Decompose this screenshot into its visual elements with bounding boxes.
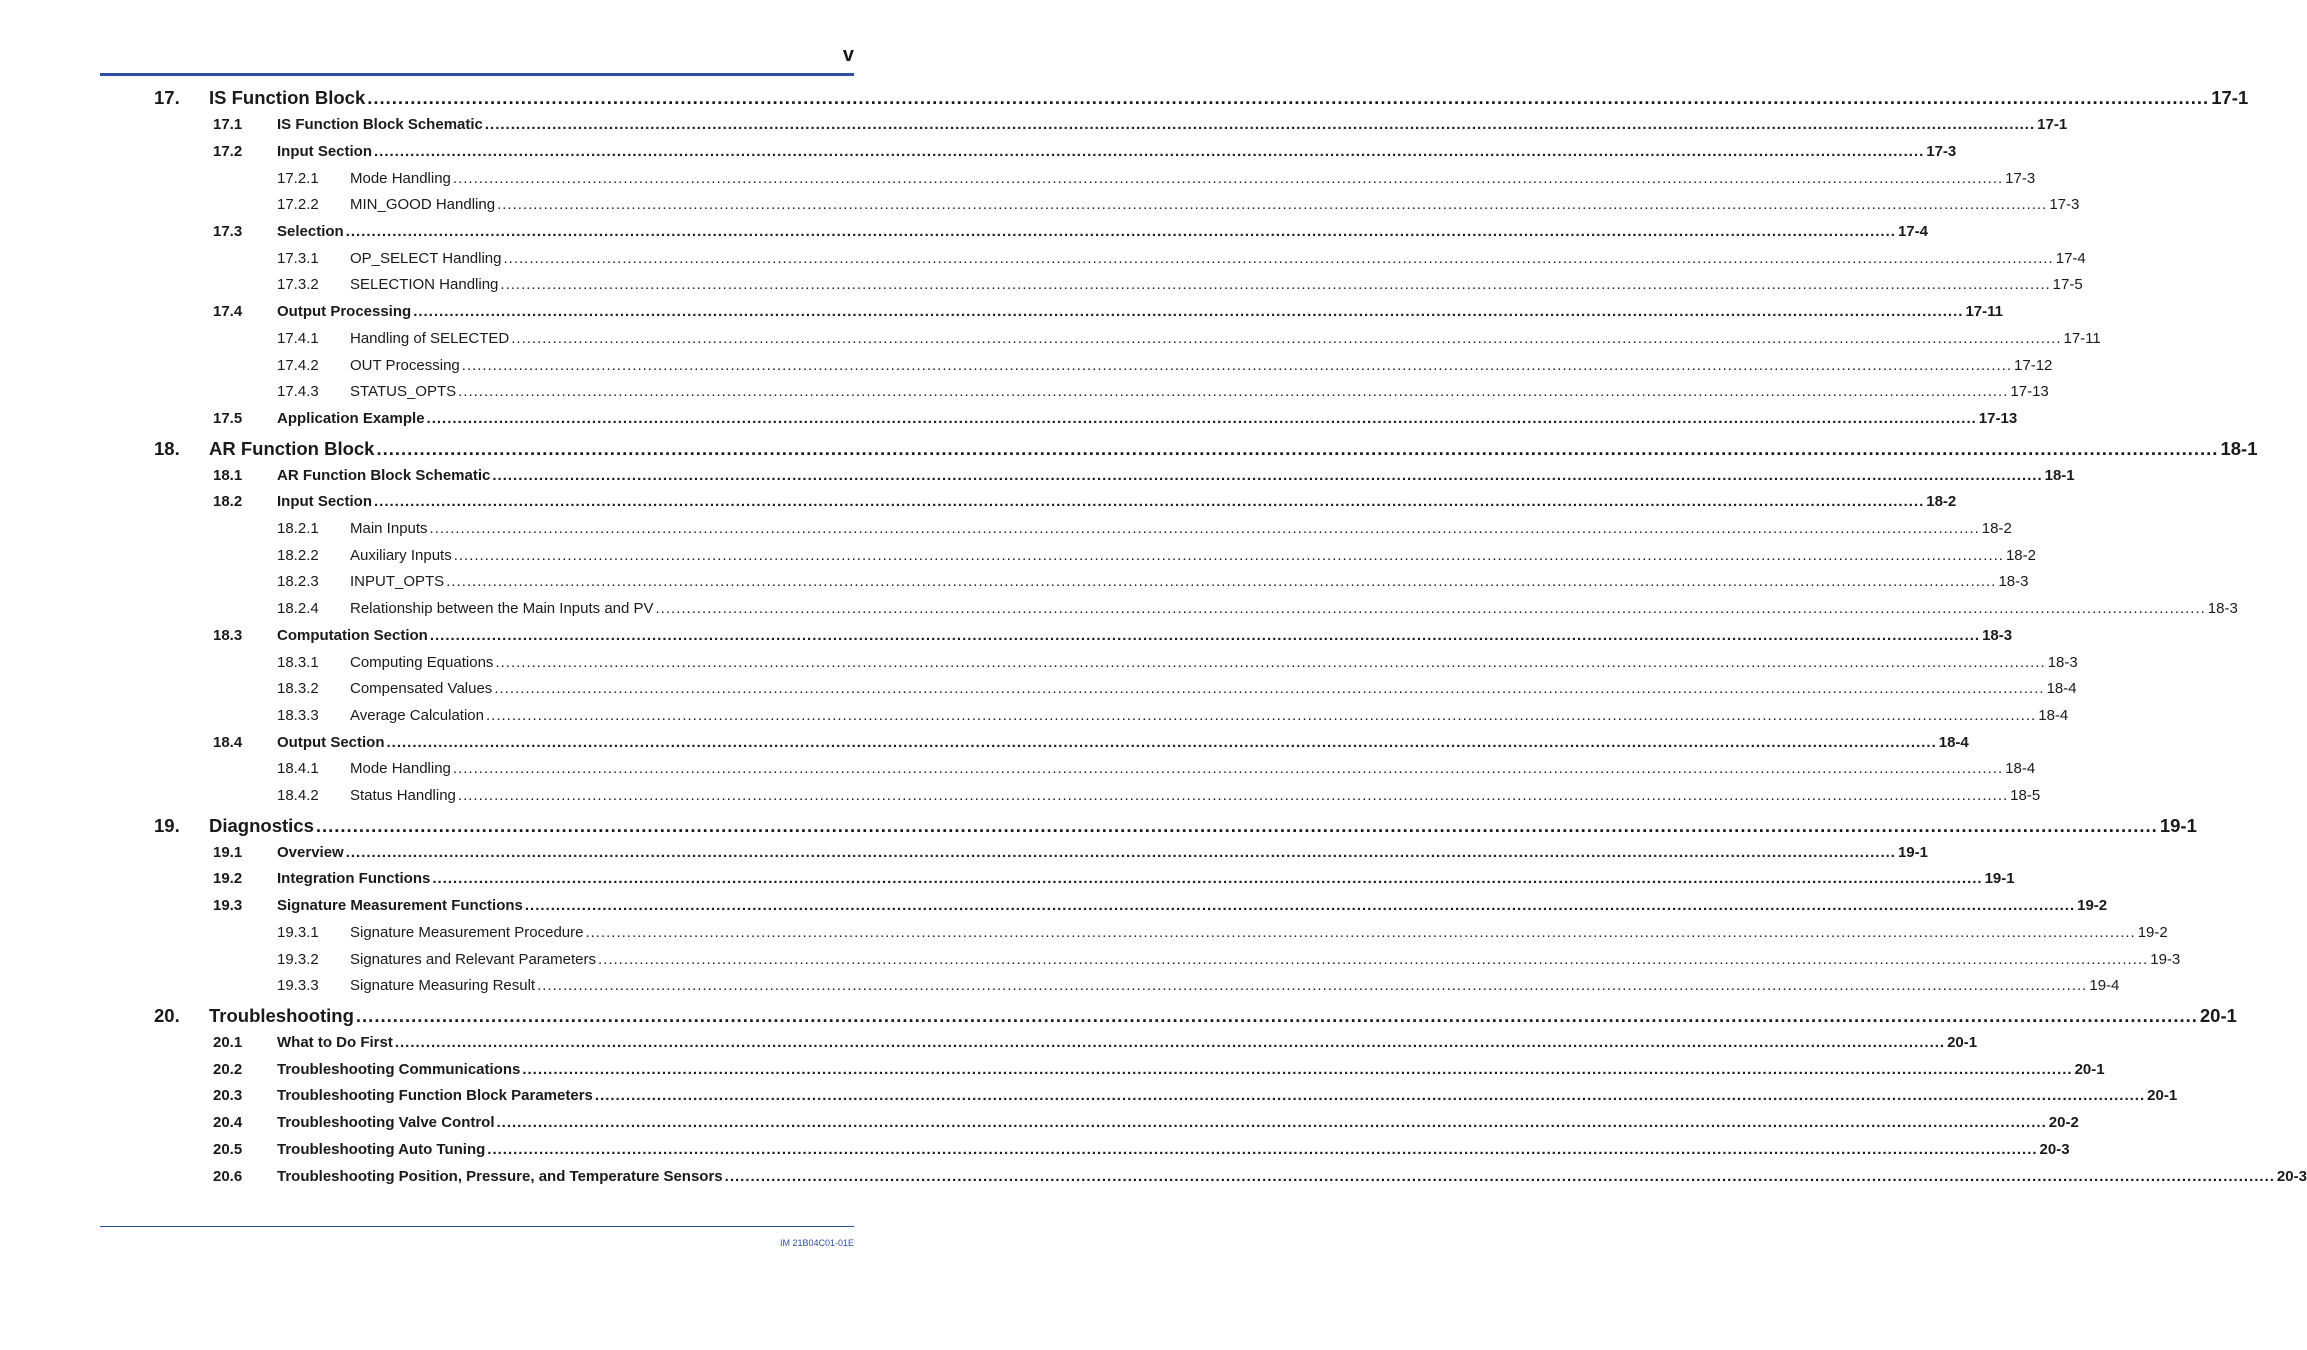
document-id: IM 21B04C01-01E — [779, 1238, 854, 1248]
toc-entry-number: 18.4 — [213, 734, 243, 751]
toc-entry-page: 18-5 — [2010, 787, 2041, 804]
toc-dot-leader: ............................................................................................................................................................................................................................................................................................................ — [494, 680, 2045, 697]
toc-entry-number: 17.2.1 — [277, 170, 319, 187]
toc-entry-page: 18-4 — [1938, 734, 1969, 751]
toc-entry-page: 18-1 — [2044, 467, 2075, 484]
toc-entry-number: 19.3.2 — [277, 951, 319, 968]
page-number: v — [842, 44, 854, 66]
toc-dot-leader: ............................................................................................................................................................................................................................................................................................................ — [500, 276, 2051, 293]
toc-dot-leader: ............................................................................................................................................................................................................................................................................................................ — [432, 870, 1983, 887]
toc-entry-title: Signature Measurement Procedure — [350, 924, 584, 941]
toc-entry-link[interactable] — [350, 520, 2012, 537]
toc-entry-link[interactable] — [350, 170, 2036, 187]
toc-dot-leader: ............................................................................................................................................................................................................................................................................................................ — [484, 116, 2036, 133]
toc-entry-page: 18-2 — [1981, 520, 2012, 537]
toc-entry-title: Application Example — [277, 410, 425, 427]
toc-entry-link[interactable] — [350, 654, 2078, 671]
toc-entry-link[interactable] — [350, 330, 2101, 347]
toc-entry-number: 17.1 — [213, 116, 243, 133]
toc-entry-title: Handling of SELECTED — [350, 330, 510, 347]
toc-entry-title: Troubleshooting — [209, 1005, 354, 1026]
toc-entry-number: 17.2 — [213, 143, 243, 160]
toc-dot-leader: ............................................................................................................................................................................................................................................................................................................ — [597, 951, 2149, 968]
toc-dot-leader: ............................................................................................................................................................................................................................................................................................................ — [453, 547, 2004, 564]
toc-entry-link[interactable] — [277, 844, 1928, 861]
toc-entry-link[interactable] — [350, 357, 2053, 374]
toc-entry-number: 18.4.2 — [277, 787, 319, 804]
toc-dot-leader: ............................................................................................................................................................................................................................................................................................................ — [413, 303, 1964, 320]
toc-entry-title: Troubleshooting Position, Pressure, and Temperature Sensors — [277, 1168, 723, 1185]
toc-entry-page: 18-1 — [2220, 438, 2258, 459]
toc-entry-title: OP_SELECT Handling — [350, 250, 502, 267]
toc-entry-page: 19-1 — [1984, 870, 2015, 887]
header-rule — [100, 73, 854, 76]
toc-entry-page: 18-2 — [1926, 493, 1957, 510]
toc-entry-number: 18. — [154, 438, 180, 459]
toc-entry-page: 20-1 — [2199, 1005, 2237, 1026]
toc-dot-leader: ............................................................................................................................................................................................................................................................................................................ — [724, 1168, 2275, 1185]
toc-entry-page: 20-1 — [2147, 1087, 2178, 1104]
toc-entry-title: Signature Measurement Functions — [277, 897, 523, 914]
toc-dot-leader: ............................................................................................................................................................................................................................................................................................................ — [655, 600, 2206, 617]
toc-entry-page: 18-3 — [1998, 573, 2029, 590]
toc-entry-title: SELECTION Handling — [350, 276, 499, 293]
toc-dot-leader: ............................................................................................................................................................................................................................................................................................................ — [386, 734, 1937, 751]
toc-entry-title: Computation Section — [277, 627, 428, 644]
toc-dot-leader: ............................................................................................................................................................................................................................................................................................................ — [367, 87, 2210, 108]
toc-entry-number: 18.1 — [213, 467, 243, 484]
toc-entry-link[interactable] — [277, 897, 2108, 914]
toc-entry-title: Mode Handling — [350, 760, 451, 777]
toc-entry-page: 19-1 — [2159, 815, 2197, 836]
toc-entry-link[interactable] — [350, 547, 2036, 564]
toc-entry-title: Troubleshooting Function Block Parameters — [277, 1087, 593, 1104]
toc-entry-number: 19.1 — [213, 844, 243, 861]
toc-entry-page: 17-3 — [2049, 196, 2080, 213]
toc-entry-title: INPUT_OPTS — [350, 573, 445, 590]
toc-dot-leader: ............................................................................................................................................................................................................................................................................................................ — [495, 654, 2046, 671]
toc-entry-number: 18.2 — [213, 493, 243, 510]
toc-entry-page: 20-1 — [1947, 1034, 1978, 1051]
toc-entry-page: 20-3 — [2276, 1168, 2307, 1185]
toc-dot-leader: ............................................................................................................................................................................................................................................................................................................ — [345, 844, 1896, 861]
toc-entry-number: 17.3.2 — [277, 276, 319, 293]
toc-entry-title: AR Function Block — [209, 438, 375, 459]
toc-entry-link[interactable] — [277, 734, 1969, 751]
footer-rule — [100, 1226, 854, 1227]
toc-entry-page: 20-1 — [2074, 1061, 2105, 1078]
toc-dot-leader: ............................................................................................................................................................................................................................................................................................................ — [487, 1141, 2038, 1158]
toc-entry-link[interactable] — [277, 303, 2003, 320]
toc-entry-number: 18.2.3 — [277, 573, 319, 590]
toc-entry-title: Integration Functions — [277, 870, 431, 887]
toc-dot-leader: ............................................................................................................................................................................................................................................................................................................ — [461, 357, 2013, 374]
toc-entry-link[interactable] — [277, 410, 2018, 427]
toc-entry-number: 17.3.1 — [277, 250, 319, 267]
toc-entry-title: Output Processing — [277, 303, 412, 320]
toc-entry-page: 17-13 — [2010, 383, 2049, 400]
toc-dot-leader: ............................................................................................................................................................................................................................................................................................................ — [452, 760, 2004, 777]
toc-dot-leader: ............................................................................................................................................................................................................................................................................................................ — [374, 143, 1925, 160]
toc-entry-title: MIN_GOOD Handling — [350, 196, 496, 213]
toc-entry-number: 18.2.4 — [277, 600, 319, 617]
toc-entry-number: 20.4 — [213, 1114, 243, 1131]
toc-dot-leader: ............................................................................................................................................................................................................................................................................................................ — [503, 250, 2054, 267]
toc-entry-title: Diagnostics — [209, 815, 314, 836]
toc-entry-number: 19.3 — [213, 897, 243, 914]
toc-entry-page: 19-1 — [1897, 844, 1928, 861]
toc-entry-title: STATUS_OPTS — [350, 383, 457, 400]
toc-entry-title: Main Inputs — [350, 520, 428, 537]
toc-dot-leader: ............................................................................................................................................................................................................................................................................................................ — [394, 1034, 1946, 1051]
toc-entry-link[interactable] — [209, 87, 2249, 109]
toc-entry-link[interactable] — [277, 627, 2013, 644]
toc-entry-page: 17-1 — [2037, 116, 2068, 133]
toc-entry-title: Computing Equations — [350, 654, 494, 671]
toc-entry-link[interactable] — [277, 870, 2015, 887]
toc-entry-link[interactable] — [277, 1061, 2105, 1078]
toc-dot-leader: ............................................................................................................................................................................................................................................................................................................ — [537, 977, 2088, 994]
toc-entry-page: 17-5 — [2052, 276, 2083, 293]
toc-entry-link[interactable] — [277, 223, 1928, 240]
toc-entry-link[interactable] — [277, 467, 2075, 484]
toc-entry-link[interactable] — [350, 680, 2077, 697]
toc-entry-number: 20.6 — [213, 1168, 243, 1185]
toc-entry-link[interactable] — [277, 1114, 2079, 1131]
toc-entry-link[interactable] — [350, 600, 2238, 617]
toc-entry-page: 18-2 — [2005, 547, 2036, 564]
toc-entry-title: Troubleshooting Auto Tuning — [277, 1141, 486, 1158]
toc-entry-number: 17.4.3 — [277, 383, 319, 400]
toc-entry-link[interactable] — [277, 1141, 2070, 1158]
toc-entry-page: 17-1 — [2211, 87, 2249, 108]
toc-entry-page: 18-4 — [2046, 680, 2077, 697]
toc-dot-leader: ............................................................................................................................................................................................................................................................................................................ — [355, 1005, 2198, 1026]
toc-entry-title: Mode Handling — [350, 170, 451, 187]
toc-entry-page: 18-3 — [2207, 600, 2238, 617]
toc-entry-number: 17.3 — [213, 223, 243, 240]
toc-entry-link[interactable] — [350, 196, 2080, 213]
toc-entry-number: 20.2 — [213, 1061, 243, 1078]
toc-dot-leader: ............................................................................................................................................................................................................................................................................................................ — [376, 438, 2219, 459]
toc-dot-leader: ............................................................................................................................................................................................................................................................................................................ — [426, 410, 1977, 427]
toc-dot-leader: ............................................................................................................................................................................................................................................................................................................ — [458, 383, 2009, 400]
toc-entry-title: Selection — [277, 223, 344, 240]
toc-entry-number: 18.4.1 — [277, 760, 319, 777]
toc-entry-number: 20.5 — [213, 1141, 243, 1158]
toc-dot-leader: ............................................................................................................................................................................................................................................................................................................ — [585, 924, 2136, 941]
toc-entry-title: IS Function Block Schematic — [277, 116, 483, 133]
toc-entry-title: Input Section — [277, 493, 372, 510]
toc-entry-title: Status Handling — [350, 787, 456, 804]
toc-entry-link[interactable] — [350, 760, 2036, 777]
toc-entry-page: 18-3 — [2047, 654, 2078, 671]
toc-dot-leader: ............................................................................................................................................................................................................................................................................................................ — [345, 223, 1896, 240]
toc-entry-link[interactable] — [350, 573, 2029, 590]
toc-dot-leader: ............................................................................................................................................................................................................................................................................................................ — [429, 520, 1980, 537]
toc-entry-number: 18.3.1 — [277, 654, 319, 671]
toc-entry-link[interactable] — [350, 924, 2168, 941]
toc-entry-link[interactable] — [209, 1005, 2237, 1027]
toc-entry-number: 20.1 — [213, 1034, 243, 1051]
toc-entry-link[interactable] — [350, 276, 2083, 293]
toc-entry-title: What to Do First — [277, 1034, 393, 1051]
toc-entry-link[interactable] — [277, 143, 1957, 160]
toc-entry-number: 19. — [154, 815, 180, 836]
toc-entry-number: 17.4 — [213, 303, 243, 320]
toc-entry-link[interactable] — [350, 951, 2181, 968]
toc-entry-link[interactable] — [277, 1087, 2178, 1104]
toc-entry-page: 17-3 — [1926, 143, 1957, 160]
toc-entry-page: 19-4 — [2089, 977, 2120, 994]
toc-entry-number: 18.2.2 — [277, 547, 319, 564]
toc-entry-link[interactable] — [350, 250, 2086, 267]
toc-dot-leader: ............................................................................................................................................................................................................................................................................................................ — [496, 1114, 2047, 1131]
toc-entry-title: AR Function Block Schematic — [277, 467, 491, 484]
toc-entry-title: Overview — [277, 844, 344, 861]
toc-entry-title: Output Section — [277, 734, 385, 751]
toc-entry-page: 17-11 — [2063, 330, 2101, 347]
toc-entry-link[interactable] — [350, 707, 2069, 724]
toc-entry-page: 19-2 — [2137, 924, 2168, 941]
toc-dot-leader: ............................................................................................................................................................................................................................................................................................................ — [374, 493, 1925, 510]
toc-entry-page: 19-3 — [2150, 951, 2181, 968]
toc-entry-number: 17.4.1 — [277, 330, 319, 347]
toc-dot-leader: ............................................................................................................................................................................................................................................................................................................ — [492, 467, 2043, 484]
toc-entry-link[interactable] — [277, 116, 2068, 133]
toc-entry-number: 20.3 — [213, 1087, 243, 1104]
toc-entry-link[interactable] — [350, 787, 2041, 804]
toc-dot-leader: ............................................................................................................................................................................................................................................................................................................ — [522, 1061, 2073, 1078]
toc-entry-page: 17-4 — [2055, 250, 2086, 267]
toc-entry-link[interactable] — [277, 1168, 2307, 1185]
toc-entry-title: Signatures and Relevant Parameters — [350, 951, 596, 968]
toc-entry-link[interactable] — [209, 815, 2197, 837]
toc-dot-leader: ............................................................................................................................................................................................................................................................................................................ — [497, 196, 2048, 213]
toc-dot-leader: ............................................................................................................................................................................................................................................................................................................ — [457, 787, 2009, 804]
toc-entry-title: Relationship between the Main Inputs and PV — [350, 600, 654, 617]
toc-entry-page: 20-2 — [2048, 1114, 2079, 1131]
toc-entry-number: 19.3.1 — [277, 924, 319, 941]
toc-entry-page: 17-12 — [2014, 357, 2053, 374]
toc-entry-number: 18.3 — [213, 627, 243, 644]
toc-dot-leader: ............................................................................................................................................................................................................................................................................................................ — [429, 627, 1981, 644]
toc-entry-title: Compensated Values — [350, 680, 493, 697]
toc-dot-leader: ............................................................................................................................................................................................................................................................................................................ — [594, 1087, 2146, 1104]
toc-entry-title: Auxiliary Inputs — [350, 547, 452, 564]
toc-dot-leader: ............................................................................................................................................................................................................................................................................................................ — [511, 330, 2062, 347]
toc-dot-leader: ............................................................................................................................................................................................................................................................................................................ — [315, 815, 2158, 836]
toc-entry-page: 18-3 — [1982, 627, 2013, 644]
toc-entry-page: 18-4 — [2038, 707, 2069, 724]
toc-entry-title: Input Section — [277, 143, 372, 160]
toc-entry-title: Average Calculation — [350, 707, 484, 724]
toc-entry-number: 17.4.2 — [277, 357, 319, 374]
toc-entry-number: 17. — [154, 87, 180, 108]
toc-entry-link[interactable] — [277, 1034, 1978, 1051]
toc-entry-number: 18.2.1 — [277, 520, 319, 537]
toc-entry-page: 19-2 — [2077, 897, 2108, 914]
toc-entry-number: 19.3.3 — [277, 977, 319, 994]
toc-entry-title: Troubleshooting Communications — [277, 1061, 521, 1078]
toc-entry-title: Signature Measuring Result — [350, 977, 536, 994]
toc-entry-link[interactable] — [350, 977, 2120, 994]
toc-entry-page: 17-4 — [1897, 223, 1928, 240]
toc-entry-link[interactable] — [277, 493, 1957, 510]
toc-dot-leader: ............................................................................................................................................................................................................................................................................................................ — [452, 170, 2004, 187]
toc-entry-page: 20-3 — [2039, 1141, 2070, 1158]
toc-dot-leader: ............................................................................................................................................................................................................................................................................................................ — [446, 573, 1997, 590]
toc-entry-number: 18.3.3 — [277, 707, 319, 724]
toc-entry-link[interactable] — [350, 383, 2049, 400]
toc-entry-page: 17-13 — [1978, 410, 2018, 427]
toc-entry-page: 18-4 — [2005, 760, 2036, 777]
toc-entry-number: 18.3.2 — [277, 680, 319, 697]
toc-entry-number: 19.2 — [213, 870, 243, 887]
toc-entry-link[interactable] — [209, 438, 2258, 460]
toc-entry-page: 17-3 — [2005, 170, 2036, 187]
toc-dot-leader: ............................................................................................................................................................................................................................................................................................................ — [485, 707, 2037, 724]
toc-entry-title: Troubleshooting Valve Control — [277, 1114, 495, 1131]
toc-dot-leader: ............................................................................................................................................................................................................................................................................................................ — [524, 897, 2076, 914]
toc-entry-number: 17.2.2 — [277, 196, 319, 213]
toc-entry-title: IS Function Block — [209, 87, 366, 108]
toc-entry-number: 17.5 — [213, 410, 243, 427]
toc-entry-number: 20. — [154, 1005, 180, 1026]
toc-entry-title: OUT Processing — [350, 357, 460, 374]
toc-entry-page: 17-11 — [1965, 303, 2003, 320]
